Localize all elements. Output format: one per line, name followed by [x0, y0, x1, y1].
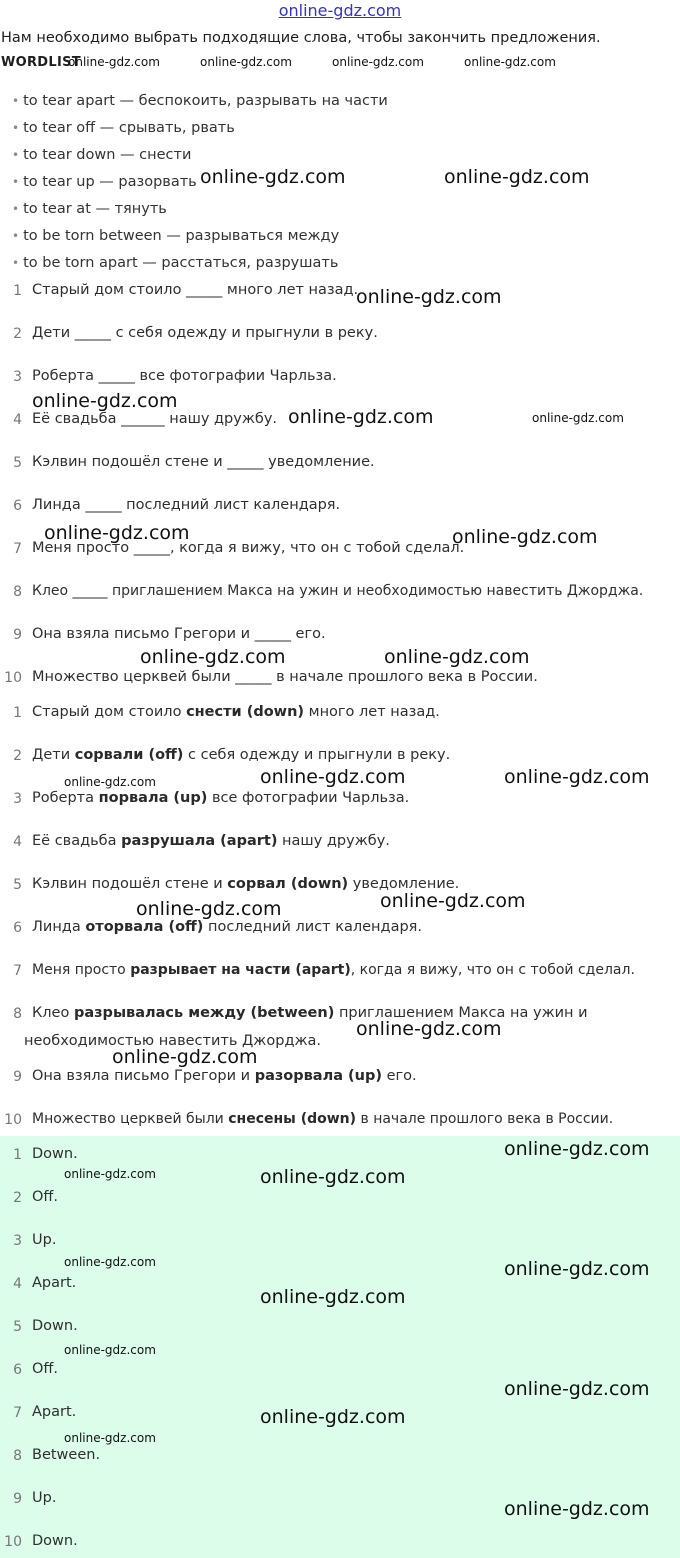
answer-number: 1 [13, 1147, 22, 1163]
answer-number: 8 [13, 1448, 22, 1464]
answer-word: снести (down) [186, 704, 305, 720]
item-number: 3 [13, 791, 22, 807]
watermark: online-gdz.com [64, 1167, 156, 1181]
exercise-sentence: Дети _____ с себя одежду и прыгнули в реку. [32, 325, 378, 341]
bullet-icon: • [12, 148, 20, 162]
item-number: 1 [13, 705, 22, 721]
site-link[interactable]: online-gdz.com [278, 1, 402, 20]
answer-text: Down. [32, 1533, 78, 1549]
bullet-icon: • [12, 175, 20, 189]
watermark: online-gdz.com [140, 646, 286, 668]
watermark: online-gdz.com [260, 1286, 406, 1308]
bullet-icon: • [12, 94, 20, 108]
watermark: online-gdz.com [464, 55, 556, 69]
answer-number: 3 [13, 1233, 22, 1249]
answer-text: Down. [32, 1318, 78, 1334]
wordlist-item-text: to tear apart — беспокоить, разрывать на части [23, 93, 388, 109]
watermark: online-gdz.com [32, 390, 178, 412]
wordlist-item-text: to be torn apart — расстаться, разрушать [23, 255, 339, 271]
watermark: online-gdz.com [288, 406, 434, 428]
answer-text: Down. [32, 1146, 78, 1162]
item-number: 7 [13, 541, 22, 557]
watermark: online-gdz.com [260, 1406, 406, 1428]
watermark: online-gdz.com [64, 1255, 156, 1269]
exercise-sentence: Её свадьба ______ нашу дружбу. [32, 411, 278, 427]
answer-number: 10 [4, 1534, 22, 1550]
answer-word: разрывает на части (apart) [130, 962, 351, 978]
wordlist-item-text: to tear at — тянуть [23, 201, 167, 217]
answer-text: Up. [32, 1490, 57, 1506]
item-number: 10 [4, 670, 22, 686]
item-number: 9 [13, 627, 22, 643]
watermark: online-gdz.com [260, 766, 406, 788]
item-number: 9 [13, 1069, 22, 1085]
item-number: 4 [13, 834, 22, 850]
watermark: online-gdz.com [332, 55, 424, 69]
watermark: online-gdz.com [384, 646, 530, 668]
item-number: 8 [13, 584, 22, 600]
filled-sentence: Множество церквей были снесены (down) в начале прошлого века в России. [32, 1111, 614, 1127]
filled-sentence: Её свадьба разрушала (apart) нашу дружбу. [32, 833, 390, 849]
answer-text: Apart. [32, 1275, 77, 1291]
exercise-sentence: Старый дом стоило _____ много лет назад. [32, 282, 359, 298]
answer-number: 7 [13, 1405, 22, 1421]
bullet-icon: • [12, 229, 20, 243]
answer-text: Off. [32, 1189, 59, 1205]
wordlist-item [12, 255, 338, 271]
filled-sentence: Кэлвин подошёл стене и сорвал (down) уведомление. [32, 876, 460, 892]
intro-text: Нам необходимо выбрать подходящие слова, чтобы закончить предложения. [1, 30, 601, 46]
wordlist-item [12, 228, 339, 244]
item-number: 7 [13, 963, 22, 979]
answer-number: 9 [13, 1491, 22, 1507]
exercise-sentence: Линда _____ последний лист календаря. [32, 497, 341, 513]
answer-text: Up. [32, 1232, 57, 1248]
wordlist-item-text: to tear down — снести [23, 147, 192, 163]
watermark: online-gdz.com [504, 1138, 650, 1160]
filled-sentence: Меня просто разрывает на части (apart), когда я вижу, что он с тобой сделал. [32, 962, 635, 978]
answer-number: 6 [13, 1362, 22, 1378]
filled-sentence-continuation: необходимостью навестить Джорджа. [24, 1033, 322, 1049]
item-number: 6 [13, 920, 22, 936]
item-number: 3 [13, 369, 22, 385]
wordlist-item [12, 201, 167, 217]
item-number: 2 [13, 748, 22, 764]
filled-sentence: Линда оторвала (off) последний лист календаря. [32, 919, 422, 935]
answer-number: 4 [13, 1276, 22, 1292]
item-number: 5 [13, 455, 22, 471]
watermark: online-gdz.com [200, 55, 292, 69]
answer-text: Off. [32, 1361, 59, 1377]
watermark: online-gdz.com [356, 1018, 502, 1040]
watermark: online-gdz.com [356, 286, 502, 308]
answer-number: 2 [13, 1190, 22, 1206]
watermark: online-gdz.com [64, 1431, 156, 1445]
wordlist-item [12, 147, 191, 163]
answer-text: Between. [32, 1447, 101, 1463]
watermark: online-gdz.com [504, 1498, 650, 1520]
watermark: online-gdz.com [64, 1343, 156, 1357]
answer-word: сорвали (off) [74, 747, 184, 763]
watermark: online-gdz.com [504, 1378, 650, 1400]
item-number: 8 [13, 1006, 22, 1022]
wordlist-item-text: to tear up — разорвать [23, 174, 197, 190]
watermark: online-gdz.com [200, 166, 346, 188]
exercise-sentence: Множество церквей были _____ в начале прошлого века в России. [32, 669, 538, 685]
bullet-icon: • [12, 202, 20, 216]
filled-sentence: Старый дом стоило снести (down) много лет назад. [32, 704, 440, 720]
watermark: online-gdz.com [68, 55, 160, 69]
answer-word: снесены (down) [228, 1111, 357, 1127]
watermark: online-gdz.com [260, 1166, 406, 1188]
bullet-icon: • [12, 256, 20, 270]
exercise-sentence: Роберта _____ все фотографии Чарльза. [32, 368, 337, 384]
filled-sentence: Клео разрывалась между (between) приглашением Макса на ужин и [32, 1005, 588, 1021]
watermark: online-gdz.com [136, 898, 282, 920]
exercise-sentence: Она взяла письмо Грегори и _____ его. [32, 626, 326, 642]
bullet-icon: • [12, 121, 20, 135]
answer-word: разрушала (apart) [121, 833, 278, 849]
item-number: 5 [13, 877, 22, 893]
wordlist-item-text: to be torn between — разрываться между [23, 228, 340, 244]
exercise-sentence: Кэлвин подошёл стене и _____ уведомление. [32, 454, 375, 470]
watermark: online-gdz.com [380, 890, 526, 912]
exercise-sentence: Клео _____ приглашением Макса на ужин и необходимостью навестить Джорджа. [32, 583, 644, 599]
watermark: online-gdz.com [452, 526, 598, 548]
item-number: 10 [4, 1112, 22, 1128]
watermark: online-gdz.com [504, 766, 650, 788]
filled-sentence: Она взяла письмо Грегори и разорвала (up) его. [32, 1068, 417, 1084]
wordlist-item [12, 93, 388, 109]
watermark: online-gdz.com [504, 1258, 650, 1280]
item-number: 2 [13, 326, 22, 342]
item-number: 6 [13, 498, 22, 514]
wordlist-title: WORDLIST [1, 55, 81, 70]
answer-word: порвала (up) [98, 790, 208, 806]
answer-word: сорвал (down) [227, 876, 349, 892]
watermark: online-gdz.com [64, 775, 156, 789]
wordlist-item [12, 120, 235, 136]
answer-number: 5 [13, 1319, 22, 1335]
filled-sentence: Роберта порвала (up) все фотографии Чарльза. [32, 790, 410, 806]
answer-word: разорвала (up) [254, 1068, 383, 1084]
answer-text: Apart. [32, 1404, 77, 1420]
watermark: online-gdz.com [444, 166, 590, 188]
watermark: online-gdz.com [112, 1046, 258, 1068]
item-number: 1 [13, 283, 22, 299]
wordlist-item-text: to tear off — срывать, рвать [23, 120, 235, 136]
answer-word: разрывалась между (between) [73, 1005, 335, 1021]
exercise-sentence: Меня просто _____, когда я вижу, что он с тобой сделал. [32, 540, 465, 556]
answer-word: оторвала (off) [85, 919, 204, 935]
item-number: 4 [13, 412, 22, 428]
filled-sentence: Дети сорвали (off) с себя одежду и прыгнули в реку. [32, 747, 451, 763]
wordlist-item [12, 174, 197, 190]
watermark: online-gdz.com [532, 411, 624, 425]
watermark: online-gdz.com [44, 522, 190, 544]
